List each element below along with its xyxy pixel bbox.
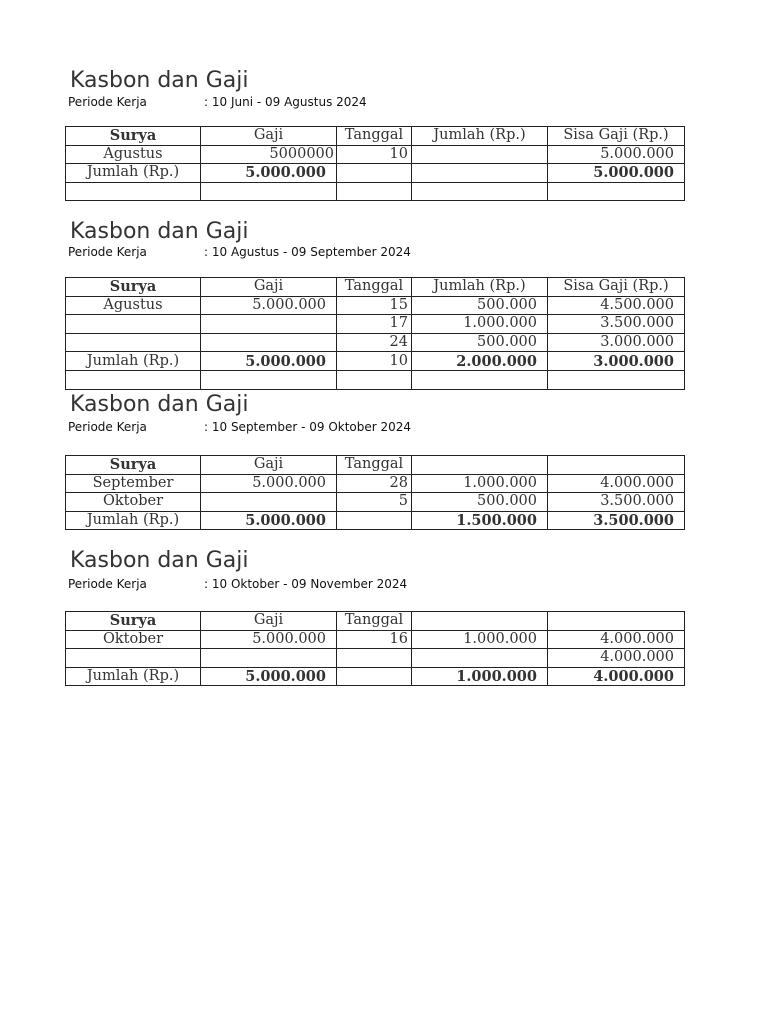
table-row xyxy=(66,474,685,493)
period-line xyxy=(68,96,367,108)
header-cell: Surya xyxy=(66,612,201,631)
total-label: Jumlah (Rp.) xyxy=(66,511,201,530)
total-date xyxy=(337,667,412,686)
table-row xyxy=(66,493,685,512)
total-date xyxy=(337,164,412,183)
period-value: : 10 Juni - 09 Agustus 2024 xyxy=(204,95,367,109)
total-amount xyxy=(412,164,548,183)
header-cell: Gaji xyxy=(201,612,337,631)
date-cell: 15 xyxy=(337,296,412,315)
section-title: Kasbon dan Gaji xyxy=(70,68,249,93)
month-cell: Oktober xyxy=(66,493,201,512)
header-cell: Sisa Gaji (Rp.) xyxy=(548,127,685,146)
total-amount: 1.500.000 xyxy=(412,511,548,530)
remaining-cell: 5.000.000 xyxy=(548,145,685,164)
header-cell: Tanggal xyxy=(337,456,412,475)
salary-table xyxy=(65,277,685,390)
month-cell xyxy=(66,333,201,352)
total-label: Jumlah (Rp.) xyxy=(66,164,201,183)
salary-table xyxy=(65,611,685,686)
period-label: Periode Kerja xyxy=(68,577,147,591)
remaining-cell: 4.000.000 xyxy=(548,649,685,668)
section-title: Kasbon dan Gaji xyxy=(70,219,249,244)
month-cell xyxy=(66,315,201,334)
header-cell: Surya xyxy=(66,127,201,146)
total-salary: 5.000.000 xyxy=(201,667,337,686)
date-cell: 17 xyxy=(337,315,412,334)
empty-row xyxy=(66,182,685,201)
total-amount: 2.000.000 xyxy=(412,352,548,371)
amount-cell xyxy=(412,145,548,164)
section-title: Kasbon dan Gaji xyxy=(70,548,249,573)
period-line xyxy=(68,246,411,258)
remaining-cell: 3.000.000 xyxy=(548,333,685,352)
total-remaining: 3.500.000 xyxy=(548,511,685,530)
month-cell: September xyxy=(66,474,201,493)
table-row xyxy=(66,333,685,352)
salary-cell xyxy=(201,333,337,352)
salary-cell: 5.000.000 xyxy=(201,474,337,493)
total-row xyxy=(66,352,685,371)
remaining-cell: 4.000.000 xyxy=(548,474,685,493)
header-cell: Surya xyxy=(66,278,201,297)
header-cell: Surya xyxy=(66,456,201,475)
total-date xyxy=(337,511,412,530)
header-cell xyxy=(412,612,548,631)
total-row xyxy=(66,667,685,686)
month-cell xyxy=(66,649,201,668)
remaining-cell: 3.500.000 xyxy=(548,493,685,512)
table-row xyxy=(66,296,685,315)
total-label: Jumlah (Rp.) xyxy=(66,352,201,371)
total-label: Jumlah (Rp.) xyxy=(66,667,201,686)
period-label: Periode Kerja xyxy=(68,95,147,109)
remaining-cell: 3.500.000 xyxy=(548,315,685,334)
header-cell: Jumlah (Rp.) xyxy=(412,278,548,297)
amount-cell: 1.000.000 xyxy=(412,474,548,493)
total-salary: 5.000.000 xyxy=(201,352,337,371)
total-remaining: 5.000.000 xyxy=(548,164,685,183)
salary-cell xyxy=(201,493,337,512)
header-cell: Gaji xyxy=(201,278,337,297)
period-label: Periode Kerja xyxy=(68,420,147,434)
table-header-row xyxy=(66,612,685,631)
table-row xyxy=(66,315,685,334)
header-cell: Tanggal xyxy=(337,278,412,297)
header-cell: Gaji xyxy=(201,127,337,146)
amount-cell: 500.000 xyxy=(412,296,548,315)
total-salary: 5.000.000 xyxy=(201,511,337,530)
total-salary: 5.000.000 xyxy=(201,164,337,183)
amount-cell xyxy=(412,649,548,668)
remaining-cell: 4.500.000 xyxy=(548,296,685,315)
table-header-row xyxy=(66,278,685,297)
header-cell: Sisa Gaji (Rp.) xyxy=(548,278,685,297)
period-value: : 10 Agustus - 09 September 2024 xyxy=(204,245,411,259)
amount-cell: 1.000.000 xyxy=(412,315,548,334)
table-row xyxy=(66,145,685,164)
salary-table xyxy=(65,455,685,530)
total-amount: 1.000.000 xyxy=(412,667,548,686)
header-cell xyxy=(548,612,685,631)
salary-cell: 5000000 xyxy=(201,145,337,164)
period-value: : 10 September - 09 Oktober 2024 xyxy=(204,420,412,434)
total-remaining: 4.000.000 xyxy=(548,667,685,686)
amount-cell: 500.000 xyxy=(412,333,548,352)
header-cell xyxy=(412,456,548,475)
header-cell: Tanggal xyxy=(337,127,412,146)
period-label: Periode Kerja xyxy=(68,245,147,259)
header-cell: Jumlah (Rp.) xyxy=(412,127,548,146)
date-cell: 5 xyxy=(337,493,412,512)
total-remaining: 3.000.000 xyxy=(548,352,685,371)
amount-cell: 500.000 xyxy=(412,493,548,512)
section-title: Kasbon dan Gaji xyxy=(70,392,249,417)
month-cell: Agustus xyxy=(66,296,201,315)
total-row xyxy=(66,511,685,530)
total-row xyxy=(66,164,685,183)
salary-cell: 5.000.000 xyxy=(201,296,337,315)
period-line xyxy=(68,578,407,590)
header-cell: Tanggal xyxy=(337,612,412,631)
table-header-row xyxy=(66,456,685,475)
month-cell: Agustus xyxy=(66,145,201,164)
month-cell: Oktober xyxy=(66,630,201,649)
salary-cell xyxy=(201,649,337,668)
date-cell: 28 xyxy=(337,474,412,493)
header-cell: Gaji xyxy=(201,456,337,475)
period-line xyxy=(68,421,411,433)
date-cell: 16 xyxy=(337,630,412,649)
empty-row xyxy=(66,370,685,389)
salary-cell: 5.000.000 xyxy=(201,630,337,649)
table-header-row xyxy=(66,127,685,146)
date-cell: 24 xyxy=(337,333,412,352)
period-value: : 10 Oktober - 09 November 2024 xyxy=(204,577,408,591)
table-row xyxy=(66,630,685,649)
header-cell xyxy=(548,456,685,475)
remaining-cell: 4.000.000 xyxy=(548,630,685,649)
salary-cell xyxy=(201,315,337,334)
table-row xyxy=(66,649,685,668)
date-cell: 10 xyxy=(337,145,412,164)
salary-table xyxy=(65,126,685,201)
amount-cell: 1.000.000 xyxy=(412,630,548,649)
total-date: 10 xyxy=(337,352,412,371)
date-cell xyxy=(337,649,412,668)
